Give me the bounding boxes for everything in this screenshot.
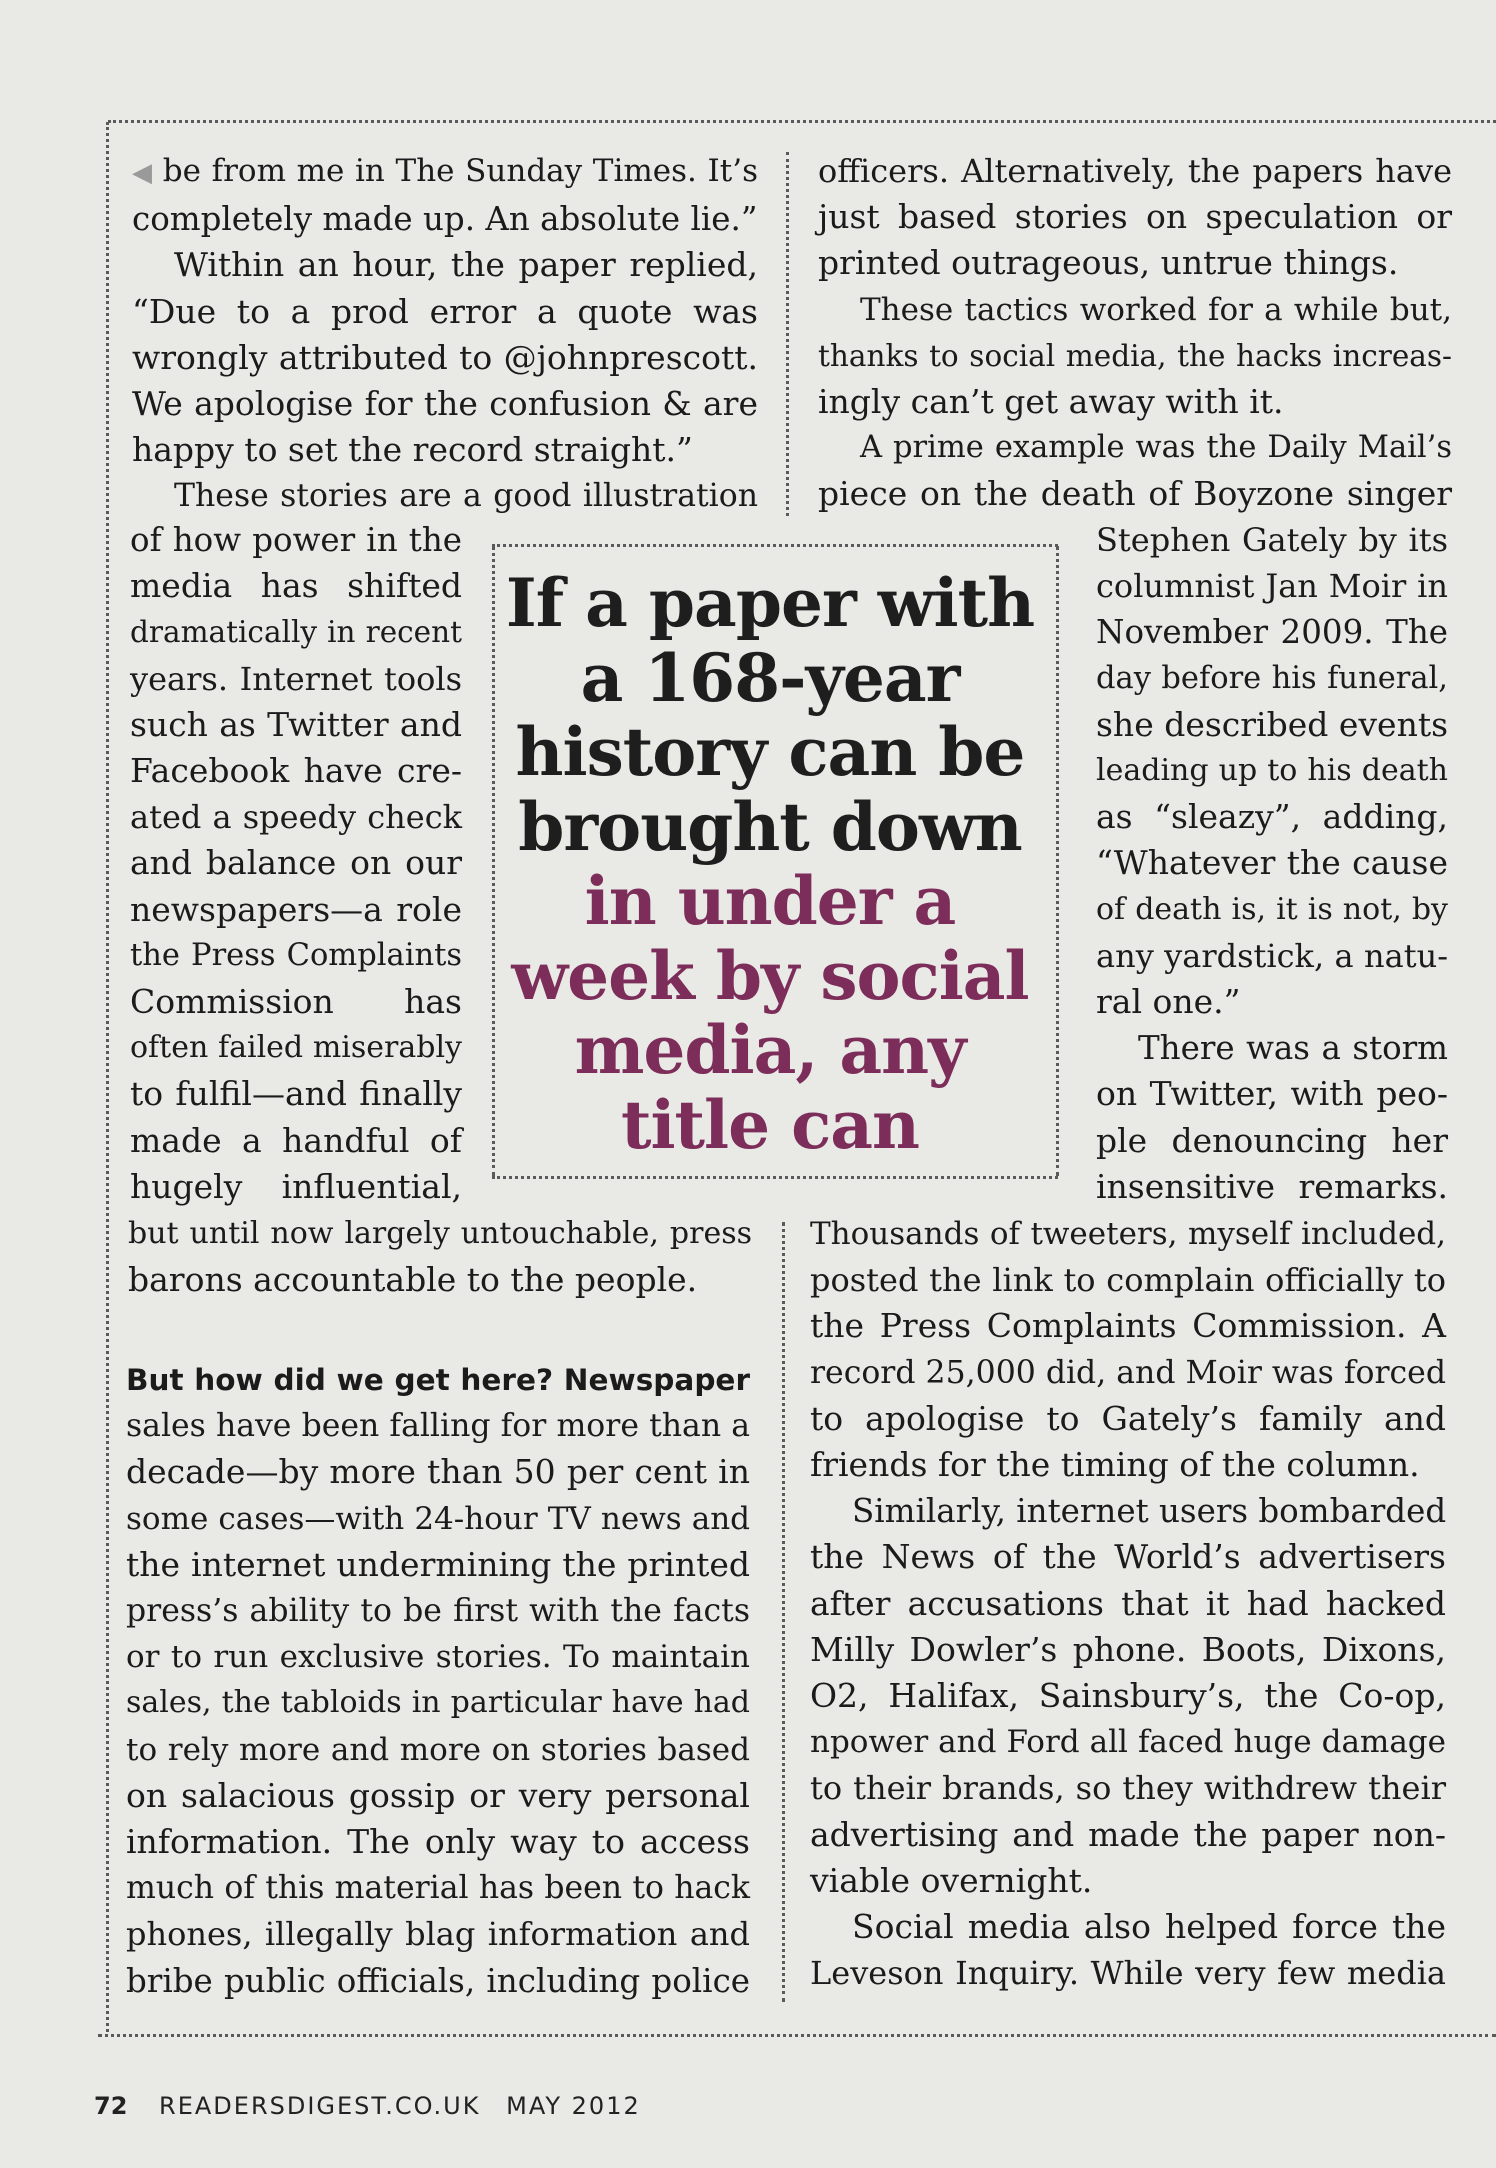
text-line: ple denouncing her bbox=[1096, 1120, 1448, 1160]
text-line: and balance on our bbox=[130, 843, 462, 883]
pull-quote-line: title can bbox=[620, 1085, 920, 1164]
text-line: A prime example was the Daily Mail’s bbox=[860, 430, 1452, 466]
text-line: much of this material has been to hack bbox=[126, 1870, 750, 1907]
text-line: on salacious gossip or very personal bbox=[126, 1775, 750, 1815]
text-line: wrongly attributed to @johnprescott. bbox=[132, 337, 758, 377]
text-line: on Twitter, with peo- bbox=[1096, 1074, 1448, 1114]
text-line: officers. Alternatively, the papers have bbox=[818, 152, 1452, 190]
text-line: friends for the timing of the column. bbox=[810, 1445, 1420, 1485]
text-line: piece on the death of Boyzone singer bbox=[818, 474, 1452, 514]
page-number: 72 bbox=[94, 2092, 128, 2120]
text-line: the News of the World’s advertisers bbox=[810, 1537, 1446, 1577]
right-column-top bbox=[818, 148, 1452, 518]
text-line: “Whatever the cause bbox=[1096, 843, 1448, 883]
pull-quote-line: a 168-year bbox=[580, 638, 960, 717]
text-line: ated a speedy check bbox=[130, 798, 462, 837]
text-line: sales, the tabloids in particular have had bbox=[126, 1685, 750, 1721]
text-line: November 2009. The bbox=[1096, 613, 1448, 652]
text-line: happy to set the record straight.” bbox=[132, 430, 693, 470]
pull-quote-line: If a paper with bbox=[505, 564, 1035, 642]
text-line: to their brands, so they withdrew their bbox=[810, 1769, 1446, 1808]
text-line: advertising and made the paper non- bbox=[810, 1814, 1446, 1854]
text-line: printed outrageous, untrue things. bbox=[818, 243, 1399, 283]
bottom-rule bbox=[98, 2034, 1496, 2037]
page-footer bbox=[94, 2092, 641, 2120]
text-line: decade—by more than 50 per cent in bbox=[126, 1452, 750, 1492]
text-line: such as Twitter and bbox=[130, 704, 462, 744]
text-line: years. Internet tools bbox=[130, 659, 462, 698]
text-line: Within an hour, the paper replied, bbox=[174, 245, 758, 285]
text-line: press’s ability to be first with the facts bbox=[126, 1593, 750, 1630]
text-line: phones, illegally blag information and bbox=[126, 1915, 750, 1954]
text-line: bribe public officials, including police bbox=[126, 1961, 750, 2000]
text-line: Social media also helped force the bbox=[852, 1907, 1446, 1947]
text-line: information. The only way to access bbox=[126, 1822, 750, 1862]
text-line: any yardstick, a natu- bbox=[1096, 936, 1448, 975]
text-line: to apologise to Gately’s family and bbox=[810, 1398, 1446, 1438]
text-line: of death is, it is not, by bbox=[1096, 891, 1448, 927]
left-column-top bbox=[132, 148, 758, 520]
pullquote-box-right bbox=[1056, 546, 1059, 1176]
top-rule bbox=[108, 120, 1496, 123]
text-line: Milly Dowler’s phone. Boots, Dixons, bbox=[810, 1629, 1446, 1669]
text-line: often failed miserably bbox=[130, 1030, 462, 1066]
text-line: Stephen Gately by its bbox=[1096, 521, 1448, 559]
left-column-narrow bbox=[130, 517, 462, 1210]
pull-quote-line: in under a bbox=[584, 862, 956, 940]
text-line: ingly can’t get away with it. bbox=[818, 382, 1284, 422]
left-rule bbox=[106, 122, 109, 2032]
left-column-bottom bbox=[128, 1211, 752, 1303]
pull-quote-line: week by social bbox=[511, 936, 1029, 1015]
text-line: record 25,000 did, and Moir was forced bbox=[810, 1354, 1446, 1391]
pullquote-box-bottom bbox=[492, 1176, 1058, 1179]
left-column-section bbox=[126, 1357, 750, 2004]
text-line: dramatically in recent bbox=[130, 615, 462, 650]
text-line: of how power in the bbox=[130, 521, 462, 559]
text-line: hugely influential, bbox=[130, 1166, 462, 1206]
text-line: Similarly, internet users bombarded bbox=[852, 1492, 1447, 1531]
text-line: posted the link to complain officially to bbox=[810, 1261, 1446, 1300]
text-line: thanks to social media, the hacks increas- bbox=[818, 338, 1452, 373]
text-line: but until now largely untouchable, press bbox=[128, 1216, 752, 1251]
text-line: the Press Complaints bbox=[130, 937, 462, 973]
text-line: the Press Complaints Commission. A bbox=[810, 1306, 1446, 1346]
continued-arrow-icon: ◀ bbox=[132, 158, 153, 188]
footer-issue: MAY 2012 bbox=[506, 2092, 641, 2120]
text-line: Commission has bbox=[130, 982, 462, 1022]
text-line: insensitive remarks. bbox=[1096, 1166, 1448, 1206]
right-column-narrow bbox=[1096, 517, 1448, 1210]
text-line: Facebook have cre- bbox=[130, 751, 462, 791]
text-line: media has shifted bbox=[130, 566, 462, 606]
text-line: to fulfil—and finally bbox=[130, 1074, 462, 1114]
text-line: npower and Ford all faced huge damage bbox=[810, 1724, 1446, 1761]
text-line: viable overnight. bbox=[810, 1860, 1093, 1900]
footer-site: READERSDIGEST.CO.UK bbox=[159, 2092, 481, 2120]
section-subhead: But how did we get here? Newspaper bbox=[126, 1363, 750, 1397]
text-line: day before his funeral, bbox=[1096, 660, 1448, 696]
text-line: just based stories on speculation or bbox=[818, 197, 1452, 237]
text-line: ral one.” bbox=[1096, 982, 1241, 1022]
pull-quote bbox=[495, 546, 1045, 1174]
text-line: or to run exclusive stories. To maintain bbox=[126, 1639, 750, 1676]
pull-quote-line: media, any bbox=[574, 1011, 966, 1089]
text-line: These stories are a good illustration bbox=[174, 478, 758, 515]
text-line: O2, Halifax, Sainsbury’s, the Co-op, bbox=[810, 1676, 1446, 1716]
column-rule-upper bbox=[786, 152, 789, 516]
text-line: be from me in The Sunday Times. It’s bbox=[162, 153, 759, 189]
text-line: she described events bbox=[1096, 704, 1449, 744]
text-line: made a handful of bbox=[130, 1120, 462, 1160]
text-line: sales have been falling for more than a bbox=[126, 1408, 750, 1445]
pull-quote-line: brought down bbox=[518, 787, 1022, 866]
text-line: Thousands of tweeters, myself included, bbox=[810, 1216, 1446, 1252]
right-column-bottom bbox=[810, 1211, 1446, 1996]
text-line: some cases—with 24-hour TV news and bbox=[126, 1500, 750, 1537]
text-line: These tactics worked for a while but, bbox=[860, 291, 1452, 328]
text-line: columnist Jan Moir in bbox=[1096, 567, 1448, 606]
pull-quote-line: history can be bbox=[515, 713, 1025, 791]
column-rule-lower bbox=[782, 1222, 785, 2002]
text-line: There was a storm bbox=[1138, 1029, 1448, 1068]
text-line: leading up to his death bbox=[1096, 753, 1448, 789]
text-line: We apologise for the confusion & are bbox=[132, 384, 758, 424]
text-line: newspapers—a role bbox=[130, 889, 462, 929]
text-line: to rely more and more on stories based bbox=[126, 1731, 750, 1768]
text-line: as “sleazy”, adding, bbox=[1096, 797, 1448, 837]
text-line: barons accountable to the people. bbox=[128, 1260, 698, 1300]
text-line: “Due to a prod error a quote was bbox=[132, 291, 758, 331]
text-line: completely made up. An absolute lie.” bbox=[132, 200, 758, 239]
text-line: the internet undermining the printed bbox=[126, 1544, 750, 1584]
text-line: after accusations that it had hacked bbox=[810, 1583, 1446, 1623]
text-line: Leveson Inquiry. While very few media bbox=[810, 1954, 1446, 1993]
